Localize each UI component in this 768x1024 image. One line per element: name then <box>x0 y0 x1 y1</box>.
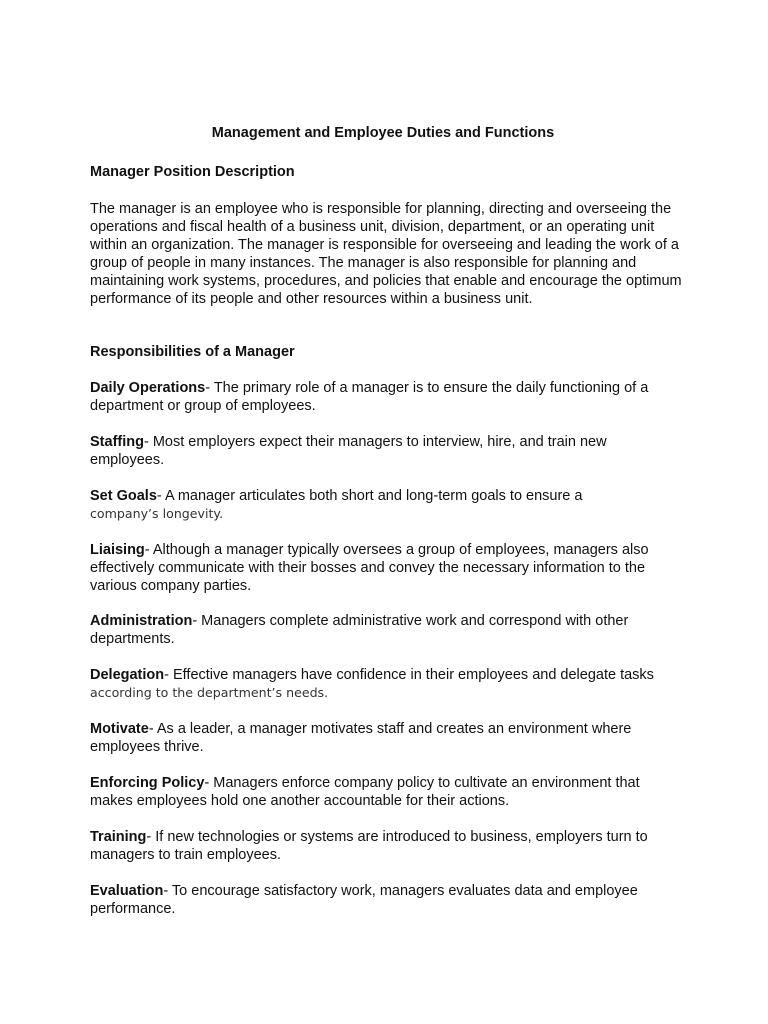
responsibility-text: - The primary role of a manager is to ensure the daily functioning of a department or group of employees. <box>90 380 649 414</box>
responsibility-term: Training <box>90 829 147 845</box>
responsibility-daily-operations <box>90 379 682 415</box>
responsibility-term: Liaising <box>90 542 145 558</box>
responsibility-text: - To encourage satisfactory work, managers evaluates data and employee performance. <box>90 883 638 917</box>
responsibility-term: Enforcing Policy <box>90 775 205 791</box>
responsibility-text: - Most employers expect their managers to interview, hire, and train new employees. <box>90 434 607 468</box>
responsibility-text: - If new technologies or systems are introduced to business, employers turn to managers to train employees. <box>90 829 648 863</box>
responsibility-administration <box>90 612 682 648</box>
responsibility-text: - A manager articulates both short and long-term goals to ensure a <box>156 488 583 504</box>
responsibilities-heading: Responsibilities of a Manager <box>90 344 295 360</box>
responsibility-term: Evaluation <box>90 883 164 899</box>
responsibility-enforcing-policy <box>90 774 682 810</box>
responsibility-staffing <box>90 433 682 469</box>
responsibility-text-continued: according to the department’s needs. <box>90 685 329 700</box>
responsibility-term: Set Goals <box>90 488 157 504</box>
responsibility-text: - As a leader, a manager motivates staff and creates an environment where employees thrive. <box>90 721 632 755</box>
position-description: The manager is an employee who is responsible for planning, directing and overseeing the operations and fiscal health of a business unit, division, department, or an operating unit within an organization. The manager is responsible for overseeing and leading the work of a group of people in many instances. The manager is also responsible for planning and maintaining work systems, procedures, and policies that enable and encourage the optimum performance of its people and other resources within a business unit. <box>90 201 682 307</box>
responsibility-term: Delegation <box>90 667 165 683</box>
responsibility-evaluation <box>90 882 682 918</box>
responsibility-text: - Effective managers have confidence in their employees and delegate tasks <box>164 667 654 683</box>
responsibility-term: Administration <box>90 613 193 629</box>
position-heading: Manager Position Description <box>90 164 295 180</box>
responsibility-text: - Although a manager typically oversees a group of employees, managers also effectively communicate with their bosses and convey the necessary information to the various company parties. <box>90 542 649 594</box>
responsibility-set-goals <box>90 487 682 523</box>
responsibility-term: Daily Operations <box>90 380 206 396</box>
responsibility-liaising <box>90 541 682 595</box>
responsibility-text-continued: company’s longevity. <box>90 506 224 521</box>
responsibility-text: - Managers enforce company policy to cultivate an environment that makes employees hold one another accountable for their actions. <box>90 775 640 809</box>
responsibility-text: - Managers complete administrative work and correspond with other departments. <box>90 613 629 647</box>
document-title: Management and Employee Duties and Functions <box>211 125 555 141</box>
responsibility-training <box>90 828 682 864</box>
responsibility-motivate <box>90 720 682 756</box>
responsibility-term: Staffing <box>90 434 144 450</box>
responsibility-delegation <box>90 666 682 702</box>
responsibility-term: Motivate <box>90 721 149 737</box>
